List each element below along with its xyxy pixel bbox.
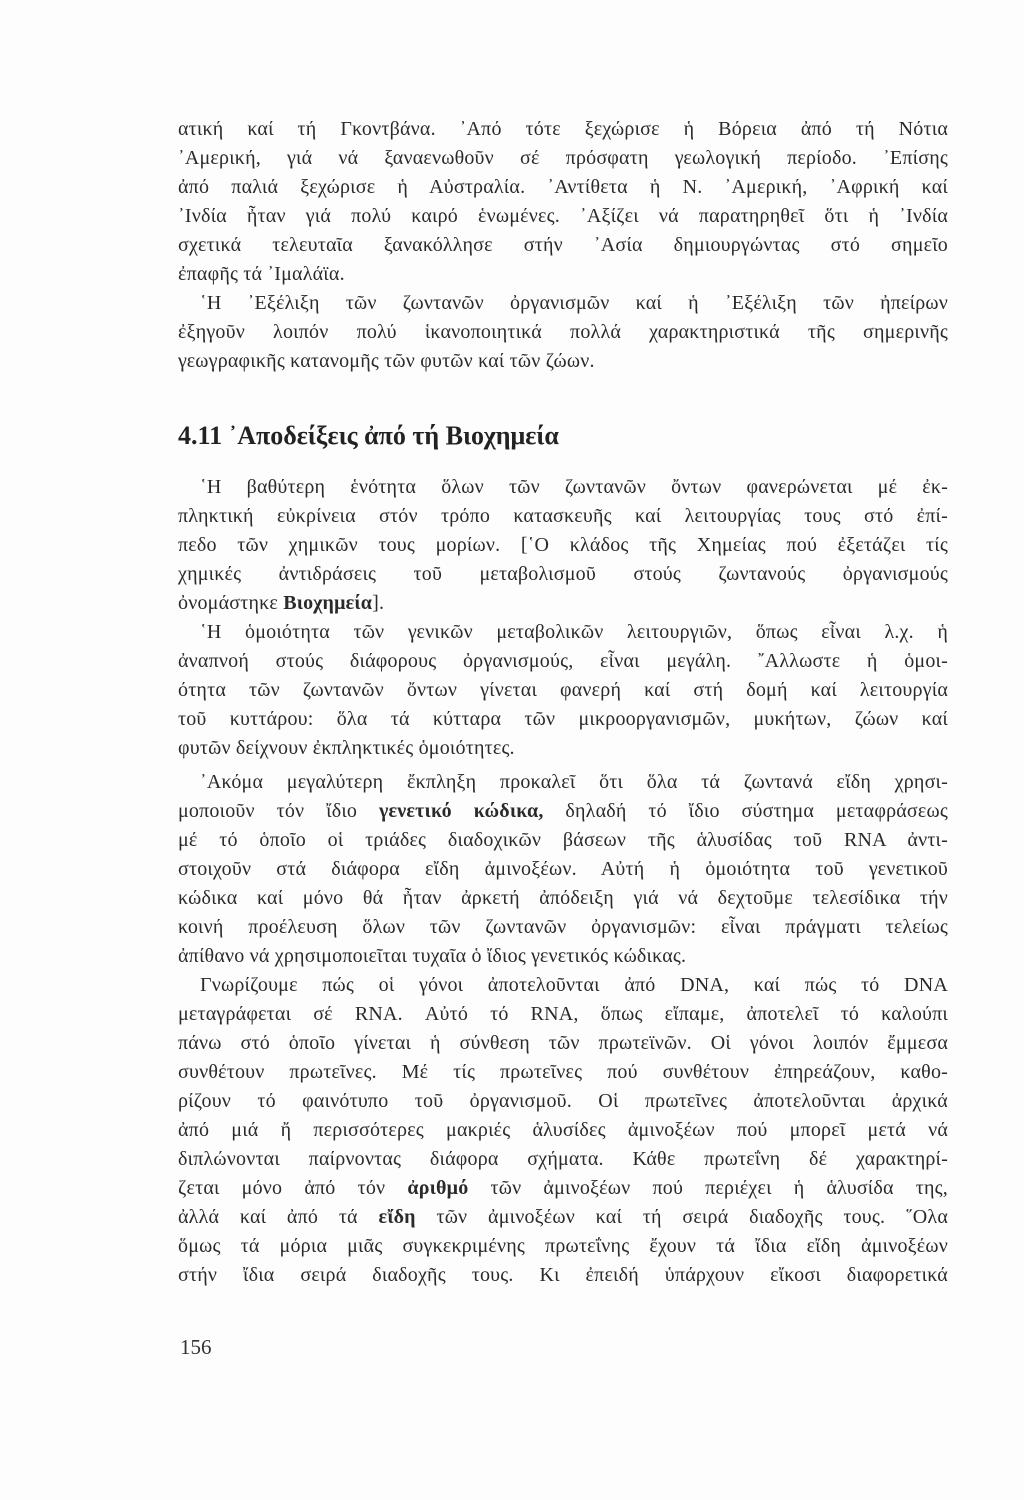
paragraph [178,971,948,1290]
text-segment: ζεται μόνο ἀπό τόν [178,1177,408,1199]
paragraph [178,618,948,763]
text-line: κώδικα καί μόνο θά ἦταν ἀρκετή ἀπόδειξη γιά νά δεχτοῦμε τελεσίδικα τήν [178,887,948,909]
text-line: διπλώνονται παίρνοντας διάφορα σχήματα. Κάθε πρωτεΐνη δέ χαρακτηρί- [178,1148,948,1170]
text-line: Γνωρίζουμε πώς οἱ γόνοι ἀποτελοῦνται ἀπό DNA, καί πώς τό DNA [200,974,948,996]
text-line: ἀπίθανο νά χρησιμοποιεῖται τυχαῖα ὁ ἴδιος γενετικός κώδικας. [178,945,687,967]
paragraph [178,473,948,618]
text-line: ᾿Ακόμα μεγαλύτερη ἔκπληξη προκαλεῖ ὅτι ὅλα τά ζωντανά εἴδη χρησι- [200,771,948,793]
text-line: ἀπό παλιά ξεχώρισε ἡ Αὐστραλία. ᾿Αντίθετα ἡ Ν. ᾿Αμερική, ᾿Αφρική καί [178,176,948,198]
page-number: 156 [180,1335,212,1359]
text-line: γεωγραφικῆς κατανομῆς τῶν φυτῶν καί τῶν ζώων. [178,350,595,372]
paragraph-continued [178,115,948,289]
bold-term: ἀριθμό [407,1177,469,1199]
text-line: σχετικά τελευταῖα ξανακόλλησε στήν ᾿Ασία δημιουργώντας στό σημεῖο [178,234,948,256]
text-segment: ]. [372,592,385,614]
text-line: ρίζουν τό φαινότυπο τοῦ ὀργανισμοῦ. Οἱ πρωτεῖνες ἀποτελοῦνται ἀρχικά [178,1090,948,1112]
text-line [178,1203,948,1232]
text-segment: μοποιοῦν τόν ἴδιο [178,800,379,822]
bold-term: εἴδη [378,1206,416,1228]
text-line: τοῦ κυττάρου: ὅλα τά κύτταρα τῶν μικροοργανισμῶν, μυκήτων, ζώων καί [178,708,948,730]
paragraph [178,289,948,376]
text-line: ατική καί τή Γκοντβάνα. ᾿Από τότε ξεχώρισε ἡ Βόρεια ἀπό τή Νότια [178,118,948,140]
paragraph [178,768,948,971]
text-line: πεδο τῶν χημικῶν τους μορίων. [῾Ο κλάδος τῆς Χημείας πού ἐξετάζει τίς [178,534,948,556]
text-line: ᾿Ινδία ἦταν γιά πολύ καιρό ἑνωμένες. ᾿Αξίζει νά παρατηρηθεῖ ὅτι ἡ ᾿Ινδία [178,205,948,227]
text-line: ἐπαφῆς τά ᾿Ιμαλάϊα. [178,263,345,285]
text-line: πληκτική εὐκρίνεια στόν τρόπο κατασκευῆς καί λειτουργίας τους στό ἐπί- [178,505,948,527]
text-segment: τῶν ἀμινοξέων καί τή σειρά διαδοχῆς τους. ῞Ολα [415,1206,949,1228]
text-line: ῾Η ᾿Εξέλιξη τῶν ζωντανῶν ὀργανισμῶν καί ἡ ᾿Εξέλιξη τῶν ἠπείρων [200,292,948,314]
text-line [178,1174,948,1203]
text-segment: τῶν ἀμινοξέων πού περιέχει ἡ ἁλυσίδα της, [468,1177,948,1199]
text-line [178,589,948,618]
text-segment: ὀνομάστηκε [178,592,284,614]
text-line: ἀπό μιά ἤ περισσότερες μακριές ἁλυσίδες ἀμινοξέων πού μπορεῖ μετά νά [178,1119,948,1141]
text-line: μέ τό ὁποῖο οἱ τριάδες διαδοχικῶν βάσεων τῆς ἁλυσίδας τοῦ RNA ἀντι- [178,829,948,851]
text-line [178,797,948,826]
text-line: φυτῶν δείχνουν ἐκπληκτικές ὁμοιότητες. [178,737,515,759]
text-line: κοινή προέλευση ὅλων τῶν ζωντανῶν ὀργανισμῶν: εἶναι πράγματι τελείως [178,916,948,938]
text-line: μεταγράφεται σέ RNA. Αὐτό τό RNA, ὅπως εἴπαμε, ἀποτελεῖ τό καλούπι [178,1003,948,1025]
text-segment: ἀλλά καί ἀπό τά [178,1206,379,1228]
bold-term: Βιοχημεία [283,592,373,614]
text-line: ᾿Αμερική, γιά νά ξαναενωθοῦν σέ πρόσφατη γεωλογική περίοδο. ᾿Επίσης [178,147,948,169]
text-line: χημικές ἀντιδράσεις τοῦ μεταβολισμοῦ στούς ζωντανούς ὀργανισμούς [178,563,948,585]
text-line: ἐξηγοῦν λοιπόν πολύ ἱκανοποιητικά πολλά χαρακτηριστικά τῆς σημερινῆς [178,321,948,343]
section-heading: 4.11 ᾿Αποδείξεις ἀπό τή Βιοχημεία [178,421,559,450]
text-line: ῾Η βαθύτερη ἑνότητα ὅλων τῶν ζωντανῶν ὄντων φανερώνεται μέ ἐκ- [200,476,948,498]
text-line: συνθέτουν πρωτεῖνες. Μέ τίς πρωτεῖνες πού συνθέτουν ἐπηρεάζουν, καθο- [178,1061,948,1083]
text-line: ὅμως τά μόρια μιᾶς συγκεκριμένης πρωτεΐνης ἔχουν τά ἴδια εἴδη ἀμινοξέων [178,1235,948,1257]
text-line: ἀναπνοή στούς διάφορους ὀργανισμούς, εἶναι μεγάλη. ῎Αλλωστε ἡ ὁμοι- [178,650,948,672]
bold-term: γενετικό κώδικα, [378,800,544,822]
text-segment: δηλαδή τό ἴδιο σύστημα μεταφράσεως [543,800,948,822]
text-line: ῾Η ὁμοιότητα τῶν γενικῶν μεταβολικῶν λειτουργιῶν, ὅπως εἶναι λ.χ. ἡ [200,621,948,643]
text-line: ότητα τῶν ζωντανῶν ὄντων γίνεται φανερή καί στή δομή καί λειτουργία [178,679,948,701]
text-line: στήν ἴδια σειρά διαδοχῆς τους. Κι ἐπειδή ὑπάρχουν εἴκοσι διαφορετικά [178,1264,948,1286]
text-line: πάνω στό ὁποῖο γίνεται ἡ σύνθεση τῶν πρωτεϊνῶν. Οἱ γόνοι λοιπόν ἔμμεσα [178,1032,948,1054]
text-line: στοιχοῦν στά διάφορα εἴδη ἀμινοξέων. Αὐτή ἡ ὁμοιότητα τοῦ γενετικοῦ [178,858,948,880]
